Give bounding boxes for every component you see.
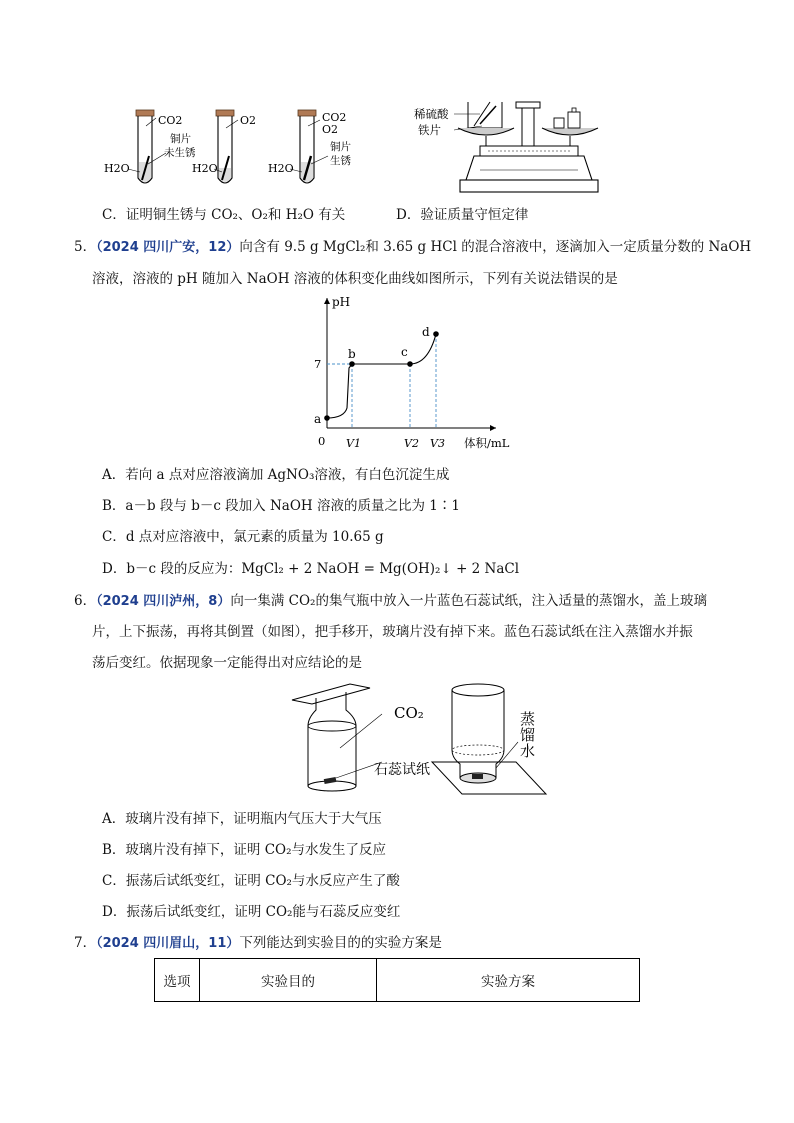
q5-option-c: C．d 点对应溶液中，氯元素的质量为 10.65 g: [102, 529, 384, 545]
tube1-liquid: H2O: [104, 162, 130, 175]
q7-source: （2024 四川眉山，11）: [96, 936, 240, 951]
tube2-gas: O2: [240, 114, 257, 127]
fig-gas-label: CO₂: [394, 704, 424, 722]
label-c: c: [401, 345, 408, 359]
q6-option-d: D．振荡后试纸变红，证明 CO₂能与石蕊反应变红: [102, 904, 401, 920]
balance-label-iron: 铁片: [418, 123, 441, 137]
header-purpose: 实验目的: [200, 959, 377, 1002]
y-axis-label: pH: [332, 295, 351, 309]
q6-option-b: B．玻璃片没有掉下，证明 CO₂与水发生了反应: [102, 842, 387, 858]
tube3-liquid: H2O: [268, 162, 294, 175]
q4-option-c: C．证明铜生锈与 CO₂、O₂和 H₂O 有关: [102, 207, 346, 223]
q5-option-d: D．b－c 段的反应为：MgCl₂ + 2 NaOH = Mg(OH)₂↓ + 2 NaCl: [102, 561, 520, 577]
fig-paper-label: 石蕊试纸: [374, 762, 430, 778]
y-tick-7: 7: [314, 357, 322, 371]
fig-water-char-3: 水: [520, 742, 536, 760]
fig-water-char-2: 馏: [520, 726, 536, 744]
q7-stem-line: [74, 934, 442, 953]
q5-option-a: A．若向 a 点对应溶液滴加 AgNO₃溶液，有白色沉淀生成: [102, 467, 450, 483]
header-option: 选项: [155, 959, 200, 1002]
q5-number: 5．: [74, 239, 97, 255]
x-tick-v1: V1: [346, 437, 361, 450]
q5-stem-line1: [74, 238, 751, 257]
q6-number: 6．: [74, 593, 97, 609]
tube3-note1: 铜片: [330, 141, 351, 153]
q6-source: （2024 四川泸州，8）: [96, 594, 231, 609]
q6-option-a: A．玻璃片没有掉下，证明瓶内气压大于大气压: [102, 811, 382, 827]
label-b: b: [348, 347, 356, 361]
tube3-gas1: CO2: [322, 111, 347, 124]
point-a: [324, 415, 330, 421]
q6-bottle-figure: [286, 678, 556, 800]
q6-stem-line3: 荡后变红。依据现象一定能得出对应结论的是: [92, 655, 362, 671]
point-d: [433, 331, 439, 337]
table-header-row: [155, 959, 640, 1002]
label-a: a: [314, 412, 322, 426]
tube2-liquid: H2O: [192, 162, 218, 175]
q6-stem-line2: 片，上下振荡，再将其倒置（如图），把手移开，玻璃片没有掉下来。蓝色石蕊试纸在注入蒸馏水并振: [92, 624, 693, 640]
balance-label-acid: 稀硫酸: [414, 107, 449, 121]
origin-label: 0: [318, 434, 326, 448]
q7-number: 7．: [74, 935, 97, 951]
q7-stem-text: 下列能达到实验目的的实验方案是: [239, 935, 442, 951]
balance-apparatus: [414, 102, 598, 192]
tube1-note2: 未生锈: [164, 147, 196, 159]
q6-option-c: C．振荡后试纸变红，证明 CO₂与水反应产生了酸: [102, 873, 400, 889]
point-b: [349, 361, 355, 367]
q5-stem-line2: 溶液，溶液的 pH 随加入 NaOH 溶液的体积变化曲线如图所示，下列有关说法错误的是: [92, 271, 618, 287]
test-tube-1: [104, 110, 196, 183]
point-c: [407, 361, 413, 367]
q7-table: [154, 958, 640, 1002]
fig-water-char-1: 蒸: [520, 710, 536, 728]
header-plan: 实验方案: [377, 959, 640, 1002]
q5-stem-text: 向含有 9.5 g MgCl₂和 3.65 g HCl 的混合溶液中，逐滴加入一定质量分数的 NaOH: [239, 239, 752, 255]
test-tube-2: [192, 110, 256, 183]
x-tick-v2: V2: [404, 437, 419, 450]
x-axis-label: 体积/mL: [464, 436, 510, 450]
label-d: d: [422, 325, 430, 339]
q6-stem-line1: [74, 592, 707, 611]
ph-curve: [327, 334, 436, 418]
tube1-gas: CO2: [158, 114, 183, 127]
tube3-gas2: O2: [322, 123, 339, 136]
q4-figures: [96, 96, 616, 202]
tube1-note1: 铜片: [170, 133, 191, 145]
q5-option-b: B．a－b 段与 b－c 段加入 NaOH 溶液的质量之比为 1∶1: [102, 498, 460, 514]
q5-source: （2024 四川广安，12）: [96, 240, 240, 255]
q5-ph-graph: [300, 290, 530, 454]
q4-option-d: D．验证质量守恒定律: [396, 207, 529, 223]
q6-stem-text: 向一集满 CO₂的集气瓶中放入一片蓝色石蕊试纸，注入适量的蒸馏水，盖上玻璃: [230, 593, 707, 609]
x-tick-v3: V3: [430, 437, 445, 450]
test-tube-3: [268, 110, 351, 183]
tube3-note2: 生锈: [330, 155, 351, 167]
